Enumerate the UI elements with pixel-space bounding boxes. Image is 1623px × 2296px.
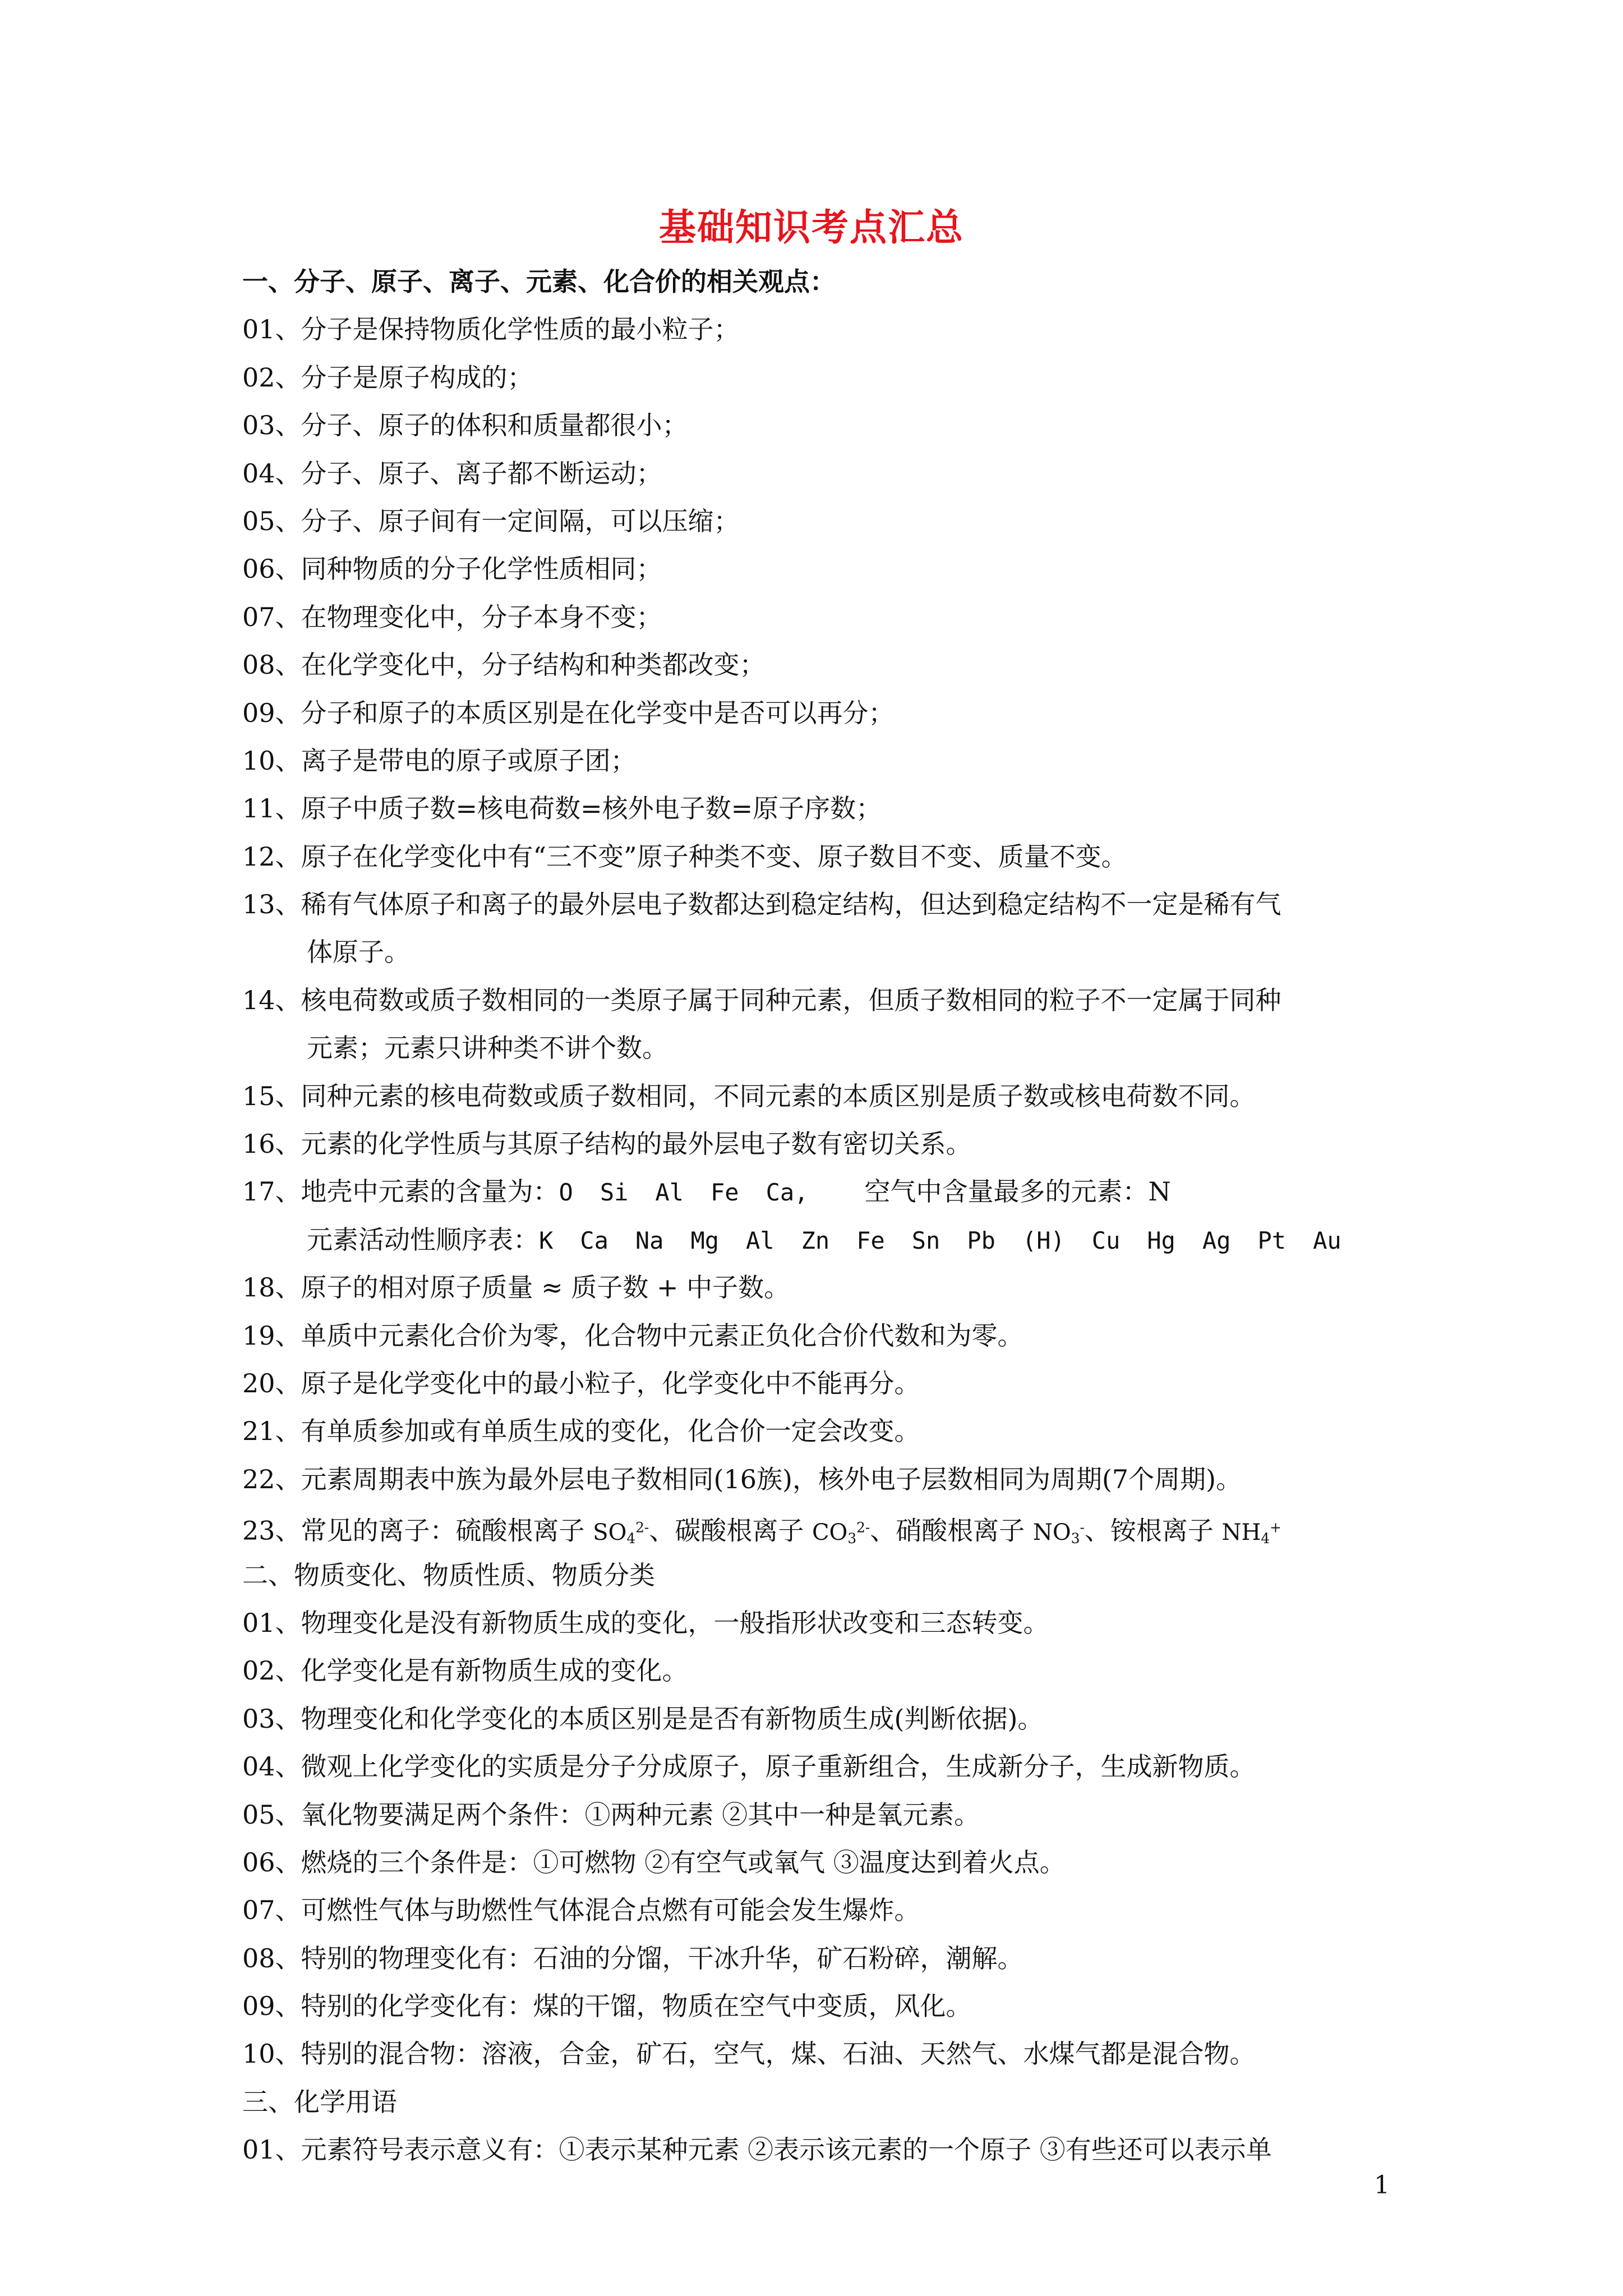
line-23-sep: 、碳酸根离子 [649,1515,804,1546]
text-line: 07、在物理变化中，分子本身不变； [242,601,662,632]
activity-element: Pb [967,1226,995,1254]
line-23-sep: 、铵根离子 [1084,1515,1214,1546]
activity-element: Fe [856,1226,885,1254]
text-line: 三、化学用语 [242,2086,397,2117]
sections-two-three-block [242,1552,1409,2174]
text-line: 06、同种物质的分子化学性质相同； [242,554,662,585]
text-line: 16、元素的化学性质与其原子结构的最外层电子数有密切关系。 [242,1129,972,1159]
text-line: 10、离子是带电的原子或原子团； [242,745,637,776]
activity-element: Ca [580,1226,608,1254]
section-one-block [242,258,1409,1168]
sulfate-ion-formula: $SO_4^{2-}$ [593,1519,649,1547]
text-line: 05、分子、原子间有一定间隔，可以压缩； [242,505,740,536]
text-line: 09、特别的化学变化有：煤的干馏，物质在空气中变质，风化。 [242,1991,972,2022]
text-line: 04、分子、原子、离子都不断运动； [242,458,662,489]
activity-element: Pt [1257,1226,1287,1254]
text-line: 03、物理变化和化学变化的本质区别是是否有新物质生成(判断依据)。 [242,1703,1044,1734]
activity-element: Zn [801,1226,830,1254]
activity-element: Cu [1091,1226,1121,1254]
crust-element: Fe [711,1179,739,1207]
text-line: 二、物质变化、物质性质、物质分类 [242,1559,655,1590]
text-line: 08、在化学变化中，分子结构和种类都改变； [242,650,766,680]
line-17-prefix: 17、地壳中元素的含量为： [242,1176,559,1207]
text-line: 01、物理变化是没有新物质生成的变化，一般指形状改变和三态转变。 [242,1607,1049,1638]
crust-elements [559,1179,865,1206]
activity-series [539,1227,1368,1254]
lines-18-22-block [242,1264,1409,1503]
activity-element: Al [746,1226,774,1254]
text-line: 18、原子的相对原子质量 ≈ 质子数 + 中子数。 [242,1272,790,1303]
text-line: 21、有单质参加或有单质生成的变化，化合价一定会改变。 [242,1416,920,1447]
text-line: 02、分子是原子构成的； [242,362,533,393]
text-line: 22、元素周期表中族为最外层电子数相同(16族)，核外电子层数相同为周期(7个周期)。 [242,1464,1242,1494]
text-line: 07、可燃性气体与助燃性气体混合点燃有可能会发生爆炸。 [242,1895,920,1926]
text-line: 元素；元素只讲种类不讲个数。 [307,1033,668,1064]
activity-element: Ag [1202,1226,1231,1254]
text-line: 06、燃烧的三个条件是：①可燃物 ②有空气或氧气 ③温度达到着火点。 [242,1847,1066,1878]
activity-element: Na [635,1226,664,1254]
line-23-sep: 、硝酸根离子 [870,1515,1025,1546]
text-line: 08、特别的物理变化有：石油的分馏，干冰升华，矿石粉碎，潮解。 [242,1943,1023,1973]
air-element-text: 空气中含量最多的元素：N [864,1176,1171,1207]
text-line: 14、核电荷数或质子数相同的一类原子属于同种元素，但质子数相同的粒子不一定属于同种 [242,984,1281,1015]
text-line: 03、分子、原子的体积和质量都很小； [242,410,688,441]
text-line: 19、单质中元素化合价为零，化合物中元素正负化合价代数和为零。 [242,1320,1023,1351]
activity-element: Hg [1147,1226,1175,1254]
activity-element: Au [1313,1226,1341,1254]
text-line: 04、微观上化学变化的实质是分子分成原子，原子重新组合，生成新分子，生成新物质。 [242,1751,1256,1782]
text-line: 11、原子中质子数=核电荷数=核外电子数=原子序数； [242,793,882,824]
document-body [242,258,1409,2174]
activity-series-prefix: 元素活动性顺序表： [307,1224,539,1255]
carbonate-ion-formula: $CO_3^{2-}$ [811,1519,870,1547]
ammonium-ion-formula: $NH_4^+$ [1221,1519,1281,1547]
text-line: 13、稀有气体原子和离子的最外层电子数都达到稳定结构，但达到稳定结构不一定是稀有气 [242,889,1281,920]
activity-element: (H) [1022,1226,1065,1254]
nitrate-ion-formula: $NO_3^-$ [1032,1519,1085,1547]
text-line: 20、原子是化学变化中的最小粒子，化学变化中不能再分。 [242,1368,920,1398]
page-title: 基础知识考点汇总 [659,205,964,249]
activity-element: Mg [690,1226,720,1254]
text-line: 体原子。 [307,937,410,968]
crust-element: Si [600,1179,629,1207]
text-line: 15、同种元素的核电荷数或质子数相同，不同元素的本质区别是质子数或核电荷数不同。 [242,1080,1256,1111]
crust-element: Ca, [766,1179,809,1207]
activity-element: Sn [911,1226,940,1254]
activity-element: K [539,1226,554,1254]
text-line: 01、元素符号表示意义有：①表示某种元素 ②表示该元素的一个原子 ③有些还可以表示单 [242,2134,1272,2165]
crust-element: O [559,1179,573,1207]
text-line: 01、分子是保持物质化学性质的最小粒子； [242,314,740,345]
line-17 [242,1168,1409,1216]
crust-element: Al [655,1179,684,1207]
text-line: 05、氧化物要满足两个条件：①两种元素 ②其中一种是氧元素。 [242,1799,980,1830]
text-line: 12、原子在化学变化中有“三不变”原子种类不变、原子数目不变、质量不变。 [242,841,1127,872]
text-line: 一、分子、原子、离子、元素、化合价的相关观点： [242,266,836,297]
line-17b [242,1216,1409,1264]
text-line: 09、分子和原子的本质区别是在化学变中是否可以再分； [242,697,895,728]
text-line: 02、化学变化是有新物质生成的变化。 [242,1655,688,1686]
page-number: 1 [1374,2171,1390,2200]
line-23 [242,1503,1409,1551]
line-23-prefix: 23、常见的离子：硫酸根离子 [242,1515,585,1546]
text-line: 10、特别的混合物：溶液，合金，矿石，空气，煤、石油、天然气、水煤气都是混合物。 [242,2039,1256,2069]
